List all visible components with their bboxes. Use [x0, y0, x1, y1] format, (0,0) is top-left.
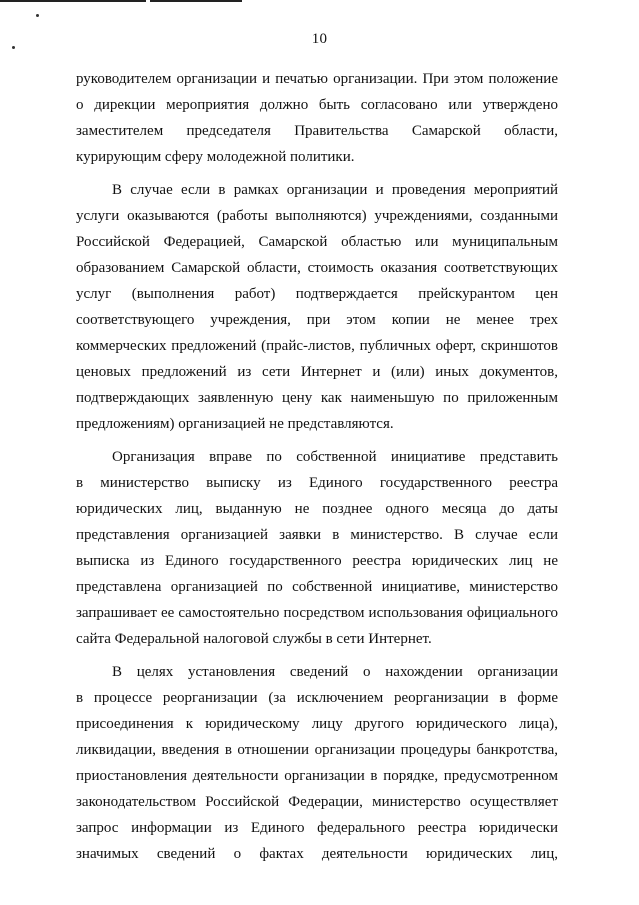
scan-top-rule: [150, 0, 242, 2]
text-line: в министерство выписку из Единого государственного реестра: [76, 475, 558, 491]
page-number: 10: [311, 31, 328, 47]
text-line: курирующим сферу молодежной политики.: [76, 149, 355, 165]
text-line: юридических лиц, выданную не позднее одного месяца до даты: [76, 501, 558, 517]
text-line: представлена организацией по собственной инициативе, министерство: [76, 579, 558, 595]
paragraph: [76, 444, 558, 652]
scan-top-rule: [0, 0, 146, 2]
text-line: коммерческих предложений (прайс-листов, публичных оферт, скриншотов: [76, 338, 558, 354]
text-line: сайта Федеральной налоговой службы в сети Интернет.: [76, 631, 432, 647]
document-body: [76, 66, 558, 874]
text-line: Организация вправе по собственной инициативе представить: [112, 449, 558, 465]
text-line: запрашивает ее самостоятельно посредством использования официального: [76, 605, 558, 621]
text-line: приостановления деятельности организации в порядке, предусмотренном: [76, 768, 558, 784]
text-line: услуги оказываются (работы выполняются) учреждениями, созданными: [76, 208, 558, 224]
text-line: услуг (выполнения работ) подтверждается прейскурантом цен: [76, 286, 558, 302]
text-line: заместителем председателя Правительства Самарской области,: [76, 123, 558, 139]
text-line: В целях установления сведений о нахождении организации: [112, 664, 558, 680]
text-line: представления организацией заявки в министерство. В случае если: [76, 527, 558, 543]
text-line: запрос информации из Единого федерального реестра юридически: [76, 820, 558, 836]
text-line: в процессе реорганизации (за исключением реорганизации в форме: [76, 690, 558, 706]
text-line: ценовых предложений из сети Интернет и (или) иных документов,: [76, 364, 558, 380]
text-line: предложениям) организацией не представляются.: [76, 416, 394, 432]
text-line: подтверждающих заявленную цену как наименьшую по приложенным: [76, 390, 558, 406]
text-line: руководителем организации и печатью организации. При этом положение: [76, 71, 558, 87]
text-line: законодательством Российской Федерации, министерство осуществляет: [76, 794, 558, 810]
paragraph: [76, 66, 558, 170]
text-line: соответствующего учреждения, при этом копии не менее трех: [76, 312, 558, 328]
text-line: присоединения к юридическому лицу другого юридического лица),: [76, 716, 558, 732]
text-line: Российской Федерацией, Самарской областью или муниципальным: [76, 234, 558, 250]
scan-speck: [36, 14, 39, 17]
paragraph: [76, 177, 558, 437]
text-line: выписка из Единого государственного реестра юридических лиц не: [76, 553, 558, 569]
text-line: образованием Самарской области, стоимость оказания соответствующих: [76, 260, 558, 276]
text-line: В случае если в рамках организации и проведения мероприятий: [112, 182, 558, 198]
paragraph: [76, 659, 558, 867]
text-line: о дирекции мероприятия должно быть согласовано или утверждено: [76, 97, 558, 113]
text-line: ликвидации, введения в отношении организации процедуры банкротства,: [76, 742, 558, 758]
text-line: значимых сведений о фактах деятельности юридических лиц,: [76, 846, 558, 862]
